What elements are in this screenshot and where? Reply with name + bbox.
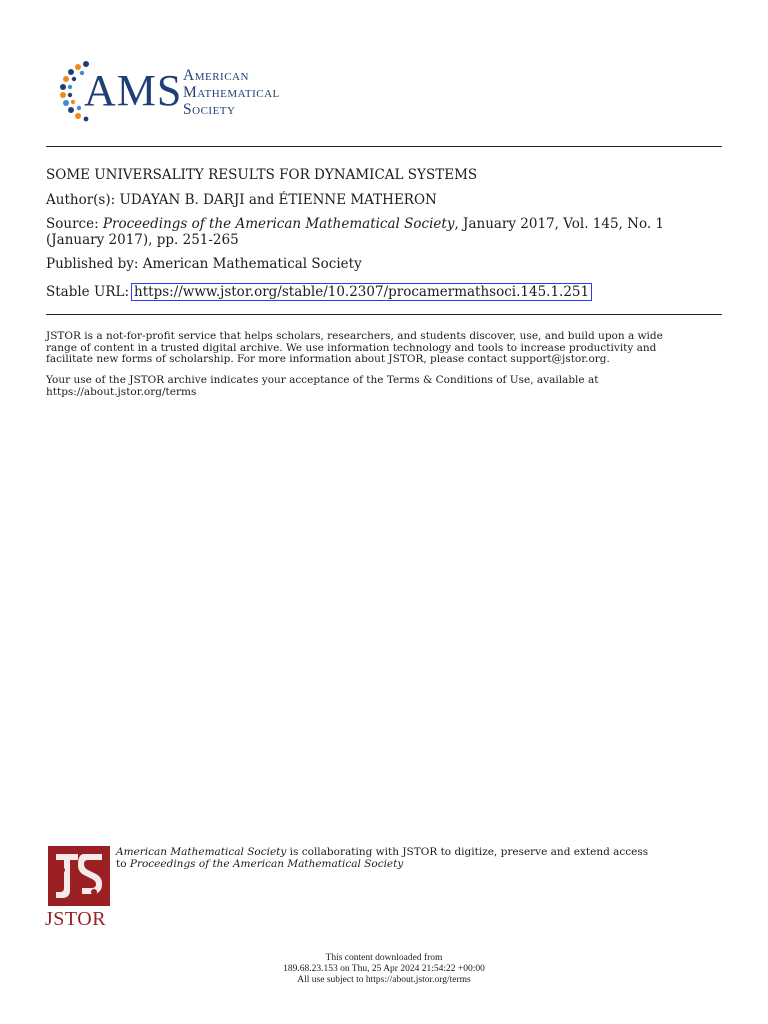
collaboration-statement (116, 846, 736, 870)
terms-line: Your use of the JSTOR archive indicates your acceptance of the Terms & Conditions of Use, available at (46, 374, 599, 386)
collab-publisher: American Mathematical Society (116, 846, 287, 858)
authors-line (46, 192, 726, 208)
source-line (46, 216, 726, 232)
publisher-line (46, 256, 726, 272)
collab-line-2 (116, 858, 736, 870)
footer-line: All use subject to https://about.jstor.org/terms (297, 975, 471, 985)
download-footer (0, 953, 768, 986)
source-label: Source: (46, 216, 99, 232)
source-line-2: (January 2017), pp. 251-265 (46, 232, 239, 248)
ams-society-line: American (183, 67, 249, 84)
terms-paragraph (46, 375, 726, 398)
top-divider (46, 146, 722, 147)
publisher-label: Published by: (46, 256, 139, 272)
notice-line: facilitate new forms of scholarship. For more information about JSTOR, please contact support@jstor.org. (46, 353, 610, 365)
jstor-notice-paragraph (46, 331, 726, 366)
terms-link[interactable]: https://about.jstor.org/terms (46, 385, 197, 398)
publisher-value: American Mathematical Society (142, 256, 362, 272)
stable-url-label: Stable URL: (46, 284, 130, 300)
ams-society-name (183, 67, 280, 118)
collab-line-1 (116, 846, 736, 858)
ams-letters: AMS (84, 66, 183, 115)
jstor-wordmark: JSTOR (45, 908, 107, 930)
ams-society-line: Society (183, 101, 236, 118)
footer-line: This content downloaded from (325, 953, 443, 963)
jstor-seal-icon (48, 846, 110, 906)
stable-url-line (46, 283, 726, 301)
stable-url-link[interactable]: https://www.jstor.org/stable/10.2307/procamermathsoci.145.1.251 (131, 283, 592, 301)
footer-line: 189.68.23.153 on Thu, 25 Apr 2024 21:54:22 +00:00 (283, 964, 485, 974)
collab-journal: Proceedings of the American Mathematical Society (129, 858, 404, 870)
source-journal: Proceedings of the American Mathematical Society (102, 216, 455, 232)
ams-logo (58, 58, 328, 124)
collab-text: is collaborating with JSTOR to digitize, preserve and extend access (286, 846, 649, 858)
authors-label: Author(s): (46, 192, 116, 208)
ams-society-line: Mathematical (183, 84, 280, 101)
article-title: SOME UNIVERSALITY RESULTS FOR DYNAMICAL SYSTEMS (46, 167, 478, 183)
notice-line: JSTOR is a not-for-profit service that helps scholars, researchers, and students discover, use, and build upon a wide (46, 330, 663, 342)
source-details: , January 2017, Vol. 145, No. 1 (454, 216, 665, 232)
authors-value: UDAYAN B. DARJI and ÉTIENNE MATHERON (119, 192, 437, 208)
notice-line: range of content in a trusted digital archive. We use information technology and tools to increase productivity and (46, 341, 657, 354)
collab-prefix: to (116, 858, 130, 870)
bottom-divider (46, 314, 722, 315)
